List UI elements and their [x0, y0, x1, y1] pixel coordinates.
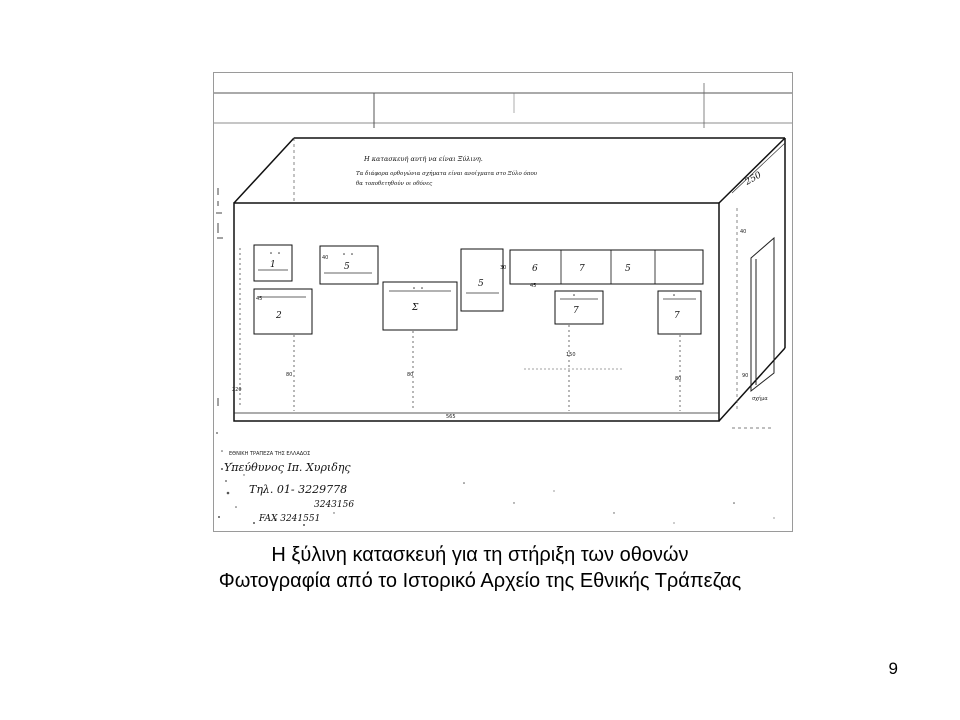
- panel-mark: 7: [573, 306, 579, 316]
- depth-dimension-label: 250: [743, 170, 764, 188]
- page-number: 9: [888, 659, 898, 678]
- note-line-1: Η κατασκευή αυτή να είναι Ξύλινη.: [364, 155, 483, 163]
- svg-text:30: 30: [500, 265, 507, 271]
- panel-mark: 5: [478, 279, 484, 289]
- scan-noise: [216, 432, 775, 526]
- width-dimension-label: 565: [446, 414, 456, 420]
- svg-text:80: 80: [407, 372, 414, 378]
- stamp-text: ΕΘΝΙΚΗ ΤΡΑΠΕΖΑ ΤΗΣ ΕΛΛΑΔΟΣ: [229, 451, 311, 457]
- screen-panel: [254, 289, 312, 334]
- panel-mark: 6: [532, 264, 538, 274]
- handwriting-line-4: FAX 3241551: [259, 514, 321, 524]
- panel-mark: 2: [276, 311, 282, 321]
- panel-mark: 7: [674, 311, 680, 321]
- handwriting-line-3: 3243156: [314, 500, 355, 510]
- handwriting-line-2: Τηλ. 01- 3229778: [249, 483, 348, 496]
- slide-caption-line-2: Φωτογραφία από το Ιστορικό Αρχείο της Εθνικής Τράπεζας: [218, 570, 742, 592]
- note-line-2: Τα διάφορα ορθογώνια σχήματα είναι ανοίγματα στο Ξύλο όπου: [356, 171, 538, 177]
- panel-mark: Σ: [412, 303, 419, 313]
- svg-text:45: 45: [530, 283, 537, 289]
- svg-text:80: 80: [675, 376, 682, 382]
- panel-mark: 1: [270, 260, 276, 270]
- panel-mark: 5: [344, 262, 350, 272]
- note-line-3: θα τοποθετηθούν οι οθόνες: [356, 181, 433, 187]
- svg-text:45: 45: [256, 296, 263, 302]
- svg-text:40: 40: [740, 229, 747, 235]
- screen-panel: [383, 282, 457, 330]
- right-bottom-label: σχήμα: [752, 396, 768, 402]
- height-dimension-label: 220: [232, 387, 242, 393]
- technical-drawing-photo: [213, 72, 793, 532]
- panel-mark: 7: [579, 264, 585, 274]
- drawing-svg: [214, 73, 793, 532]
- panel-mark: 5: [625, 264, 631, 274]
- svg-text:80: 80: [286, 372, 293, 378]
- slide-caption-line-1: Η ξύλινη κατασκευή για τη στήριξη των οθονών: [271, 544, 689, 566]
- svg-text:90: 90: [742, 373, 749, 379]
- svg-text:40: 40: [322, 255, 329, 261]
- handwriting-line-1: Υπεύθυνος Ιπ. Χυριδης: [224, 461, 351, 474]
- screen-panel-strip: [510, 250, 703, 284]
- screen-panel: [555, 291, 603, 324]
- mid-dimension-label: 150: [566, 352, 576, 358]
